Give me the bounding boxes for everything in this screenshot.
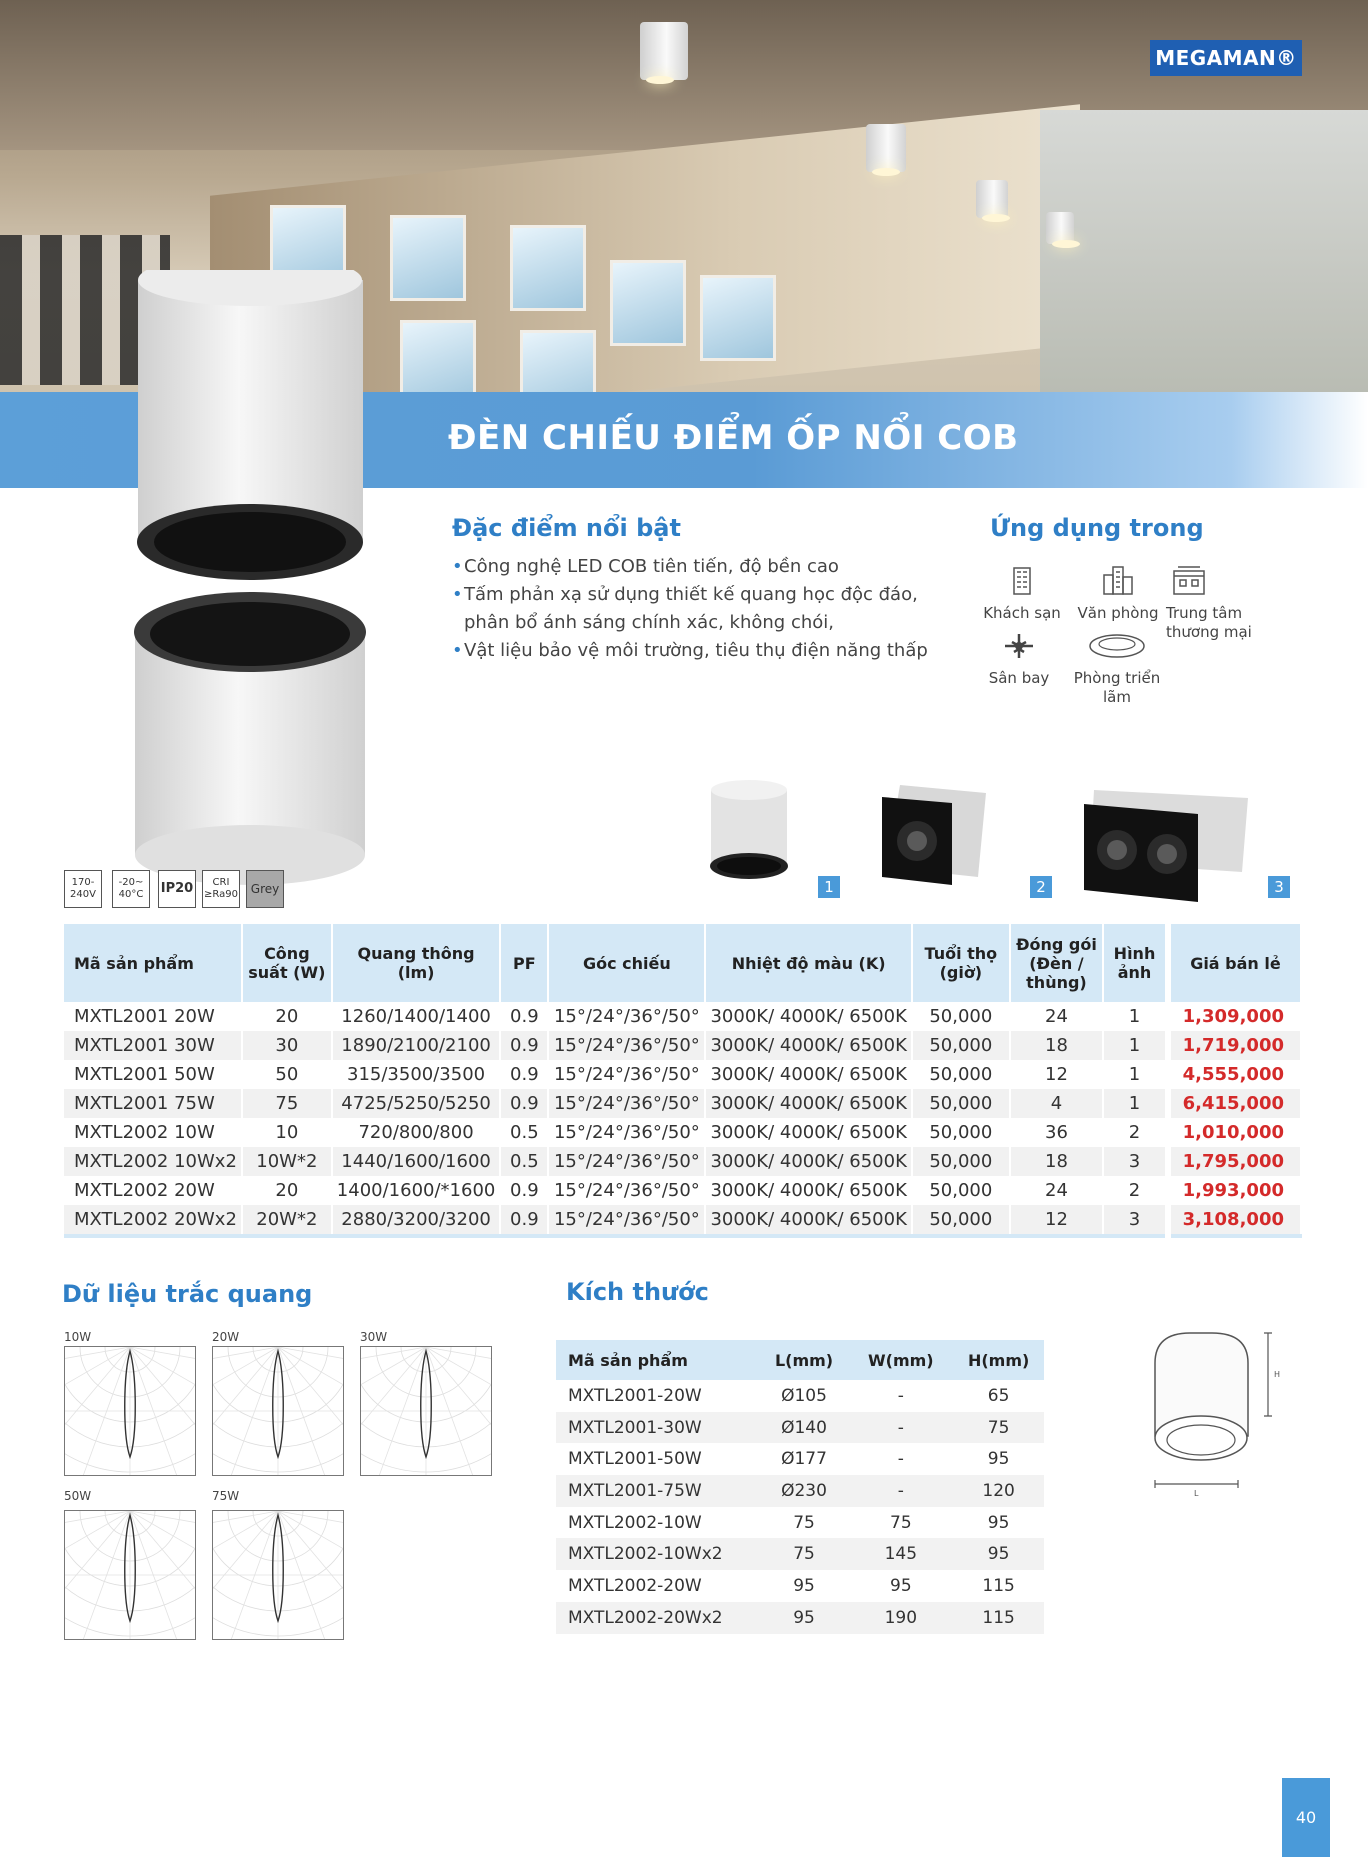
table-cell: 36 (1010, 1118, 1103, 1147)
table-cell: 18 (1010, 1031, 1103, 1060)
table-cell: 95 (987, 1512, 1010, 1533)
photometric-diagram (360, 1346, 492, 1476)
app-label: Sân bay (988, 669, 1050, 687)
table-cell: 95 (793, 1575, 815, 1596)
table-cell: MXTL2001-75W (556, 1475, 761, 1507)
badge-line: -20~ (118, 877, 144, 888)
table-cell: 24 (1010, 1002, 1103, 1031)
feature-item-continuation: phân bổ ánh sáng chính xác, không chói, (464, 612, 834, 633)
product-number-badge: 2 (1030, 876, 1052, 898)
table-row (64, 1205, 1301, 1236)
col-header: Góc chiếu (548, 924, 705, 1002)
price-cell: 1,010,000 (1168, 1118, 1301, 1147)
table-cell: MXTL2001 30W (64, 1031, 242, 1060)
table-cell: MXTL2002 20W (64, 1176, 242, 1205)
table-cell: 10W*2 (242, 1147, 332, 1176)
table-cell: 65 (987, 1385, 1010, 1406)
table-cell: 75 (890, 1512, 912, 1533)
col-header: L(mm) (761, 1340, 849, 1380)
app-label: Văn phòng (1077, 604, 1159, 622)
app-mall (1166, 565, 1254, 642)
table-cell: MXTL2002 10W (64, 1118, 242, 1147)
ceiling-lamp (976, 180, 1008, 218)
table-cell: 15°/24°/36°/50° (548, 1118, 705, 1147)
table-cell: 115 (982, 1575, 1015, 1596)
table-row (64, 1089, 1301, 1118)
table-cell: 0.5 (500, 1118, 548, 1147)
table-cell: Ø177 (781, 1449, 827, 1470)
table-cell: 0.9 (500, 1089, 548, 1118)
applications-heading: Ứng dụng trong (990, 514, 1204, 542)
table-cell: 15°/24°/36°/50° (548, 1002, 705, 1031)
features-list (452, 553, 932, 665)
col-header: Quang thông (lm) (332, 924, 501, 1002)
app-label: Phòng triển lãm (1073, 669, 1161, 706)
table-cell: 2 (1103, 1118, 1168, 1147)
display-niche (390, 215, 466, 301)
table-row (64, 1176, 1301, 1205)
table-row (64, 1147, 1301, 1176)
table-row (556, 1412, 1044, 1444)
table-cell: 3000K/ 4000K/ 6500K (705, 1031, 911, 1060)
table-cell: 1 (1103, 1031, 1168, 1060)
table-cell: MXTL2002-10Wx2 (556, 1538, 761, 1570)
col-header: H(mm) (954, 1340, 1044, 1380)
page-number: 40 (1282, 1778, 1330, 1857)
table-cell: 20 (242, 1002, 332, 1031)
table-cell: 0.9 (500, 1060, 548, 1089)
product-number-badge: 3 (1268, 876, 1290, 898)
dimension-drawing (1140, 1328, 1280, 1498)
table-cell: 720/800/800 (332, 1118, 501, 1147)
dimensions-heading: Kích thước (566, 1278, 709, 1306)
display-niche (510, 225, 586, 311)
photometric-diagram (212, 1346, 344, 1476)
badge-line: ≥Ra90 (204, 889, 238, 900)
table-cell: 15°/24°/36°/50° (548, 1205, 705, 1236)
table-cell: 1 (1103, 1002, 1168, 1031)
voltage-badge (64, 870, 102, 908)
price-cell: 1,719,000 (1168, 1031, 1301, 1060)
table-cell: 12 (1010, 1060, 1103, 1089)
badge-line: Grey (250, 882, 280, 896)
mall-icon (1172, 565, 1206, 595)
table-cell: MXTL2002-20Wx2 (556, 1602, 761, 1634)
photometric-diagram (64, 1346, 196, 1476)
photometric-label: 30W (360, 1330, 388, 1344)
badge-line: 40°C (118, 889, 144, 900)
table-row (556, 1538, 1044, 1570)
app-label: Khách sạn (983, 604, 1061, 622)
table-cell: 50,000 (912, 1089, 1010, 1118)
badge-line: 240V (70, 889, 96, 900)
table-header-row (556, 1340, 1044, 1380)
price-table (64, 924, 1302, 1238)
table-row (556, 1475, 1044, 1507)
table-cell: 145 (848, 1538, 954, 1570)
color-badge (246, 870, 284, 908)
table-cell: MXTL2001 50W (64, 1060, 242, 1089)
price-cell: 1,993,000 (1168, 1176, 1301, 1205)
table-cell: 1440/1600/1600 (332, 1147, 501, 1176)
app-office (1076, 565, 1160, 623)
table-cell: 0.9 (500, 1002, 548, 1031)
table-cell: 75 (793, 1512, 815, 1533)
table-cell: 75 (242, 1089, 332, 1118)
display-niche (610, 260, 686, 346)
photometric-heading: Dữ liệu trắc quang (62, 1280, 313, 1308)
col-header: Nhiệt độ màu (K) (705, 924, 911, 1002)
table-cell: 18 (1010, 1147, 1103, 1176)
table-cell: - (848, 1475, 954, 1507)
table-cell: 0.5 (500, 1147, 548, 1176)
display-niche (520, 330, 596, 392)
cri-badge (202, 870, 240, 908)
app-airport (986, 630, 1052, 688)
table-cell: 50,000 (912, 1031, 1010, 1060)
table-cell: 50,000 (912, 1147, 1010, 1176)
product-image-3 (1082, 790, 1248, 906)
table-cell: - (848, 1412, 954, 1444)
display-niche (400, 320, 476, 392)
display-niche (700, 275, 776, 361)
table-row (64, 1118, 1301, 1147)
table-cell: - (897, 1449, 904, 1470)
table-cell: 1890/2100/2100 (332, 1031, 501, 1060)
table-row (556, 1507, 1044, 1539)
table-row (556, 1602, 1044, 1634)
product-number-badge: 1 (818, 876, 840, 898)
table-cell: 3000K/ 4000K/ 6500K (705, 1147, 911, 1176)
col-header: Mã sản phẩm (64, 924, 242, 1002)
table-row (556, 1570, 1044, 1602)
table-cell: 15°/24°/36°/50° (548, 1031, 705, 1060)
table-cell: 15°/24°/36°/50° (548, 1176, 705, 1205)
table-cell: 3 (1103, 1147, 1168, 1176)
table-cell: 4725/5250/5250 (332, 1089, 501, 1118)
app-exhibition (1058, 630, 1176, 707)
photometric-diagram (212, 1510, 344, 1640)
table-cell: 1 (1103, 1060, 1168, 1089)
table-cell: 50,000 (912, 1060, 1010, 1089)
table-cell: 50,000 (912, 1118, 1010, 1147)
page-title: ĐÈN CHIẾU ĐIỂM ỐP NỔI COB (448, 418, 1019, 458)
table-cell: 1260/1400/1400 (332, 1002, 501, 1031)
table-cell: 4 (1010, 1089, 1103, 1118)
col-header: Công suất (W) (242, 924, 332, 1002)
badge-line: 170- (71, 877, 95, 888)
table-cell: 12 (1010, 1205, 1103, 1236)
table-cell: 95 (954, 1538, 1044, 1570)
table-cell: 120 (954, 1475, 1044, 1507)
table-cell: 2880/3200/3200 (332, 1205, 501, 1236)
table-cell: MXTL2002-10W (568, 1512, 702, 1533)
col-header: Mã sản phẩm (556, 1340, 761, 1380)
table-cell: 95 (761, 1602, 849, 1634)
photometric-label: 20W (212, 1330, 240, 1344)
photometric-label: 75W (212, 1489, 240, 1503)
table-cell: 0.9 (500, 1176, 548, 1205)
table-cell: 10 (242, 1118, 332, 1147)
table-cell: 50 (242, 1060, 332, 1089)
table-row (64, 1002, 1301, 1031)
hotel-icon (1005, 565, 1039, 595)
table-cell: 50,000 (912, 1176, 1010, 1205)
brand-logo: MEGAMAN® (1150, 40, 1302, 76)
app-hotel (982, 565, 1062, 623)
temperature-badge (112, 870, 150, 908)
table-cell: 315/3500/3500 (332, 1060, 501, 1089)
airplane-icon (1002, 630, 1036, 660)
table-cell: MXTL2002 10Wx2 (64, 1147, 242, 1176)
table-row (556, 1380, 1044, 1412)
table-cell: 2 (1103, 1176, 1168, 1205)
table-cell: MXTL2001 20W (64, 1002, 242, 1031)
ip-rating-badge (158, 870, 196, 908)
product-image-1 (706, 780, 792, 890)
table-cell: Ø230 (761, 1475, 849, 1507)
product-image-2 (880, 785, 986, 885)
table-cell: 30 (242, 1031, 332, 1060)
app-label: Trung tâm thương mại (1166, 604, 1252, 641)
table-row (556, 1443, 1044, 1475)
col-header: Hình ảnh (1103, 924, 1168, 1002)
table-cell: 3000K/ 4000K/ 6500K (705, 1118, 911, 1147)
table-cell: 190 (848, 1602, 954, 1634)
table-cell: 24 (1010, 1176, 1103, 1205)
table-cell: 95 (890, 1575, 912, 1596)
col-header: Đóng gói (Đèn / thùng) (1010, 924, 1103, 1002)
photometric-label: 50W (64, 1489, 92, 1503)
col-header: Tuổi thọ (giờ) (912, 924, 1010, 1002)
price-cell: 4,555,000 (1168, 1060, 1301, 1089)
table-cell: 75 (954, 1412, 1044, 1444)
table-row (64, 1031, 1301, 1060)
table-cell: 20W*2 (242, 1205, 332, 1236)
table-cell: 1400/1600/*1600 (332, 1176, 501, 1205)
price-cell: 1,309,000 (1168, 1002, 1301, 1031)
table-cell: 15°/24°/36°/50° (548, 1089, 705, 1118)
table-cell: 0.9 (500, 1031, 548, 1060)
table-cell: MXTL2001 75W (64, 1089, 242, 1118)
table-cell: Ø105 (781, 1385, 827, 1406)
price-cell: 3,108,000 (1168, 1205, 1301, 1236)
feature-item: • Công nghệ LED COB tiên tiến, độ bền cao (452, 553, 932, 581)
table-cell: 15°/24°/36°/50° (548, 1147, 705, 1176)
ceiling-lamp (866, 124, 906, 172)
table-cell: 115 (954, 1602, 1044, 1634)
badge-line: CRI (212, 877, 230, 888)
badge-line: IP20 (160, 881, 194, 896)
exhibition-icon (1086, 630, 1148, 660)
photometric-label: 10W (64, 1330, 92, 1344)
table-cell: MXTL2001-20W (568, 1385, 702, 1406)
col-header: W(mm) (848, 1340, 954, 1380)
col-header: PF (500, 924, 548, 1002)
table-cell: MXTL2001-30W (556, 1412, 761, 1444)
table-cell: 0.9 (500, 1205, 548, 1236)
ceiling-lamp (640, 22, 688, 80)
table-cell: 3 (1103, 1205, 1168, 1236)
table-cell: 3000K/ 4000K/ 6500K (705, 1002, 911, 1031)
col-header: Giá bán lẻ (1168, 924, 1301, 1002)
table-cell: 75 (761, 1538, 849, 1570)
price-cell: 6,415,000 (1168, 1089, 1301, 1118)
table-cell: 95 (987, 1449, 1010, 1470)
background-room (1040, 110, 1368, 392)
photometric-diagram (64, 1510, 196, 1640)
table-cell: 50,000 (912, 1205, 1010, 1236)
table-row (64, 1060, 1301, 1089)
feature-item: • Tấm phản xạ sử dụng thiết kế quang học độc đáo, (452, 581, 932, 609)
table-cell: 3000K/ 4000K/ 6500K (705, 1060, 911, 1089)
ceiling-lamp (1046, 212, 1074, 244)
product-image-large (130, 270, 380, 890)
table-cell: 3000K/ 4000K/ 6500K (705, 1089, 911, 1118)
feature-item: • Vật liệu bảo vệ môi trường, tiêu thụ điện năng thấp (452, 637, 932, 665)
dimension-label-l: L (1194, 1489, 1199, 1498)
table-cell: MXTL2002 20Wx2 (64, 1205, 242, 1236)
table-cell: - (897, 1385, 904, 1406)
table-cell: MXTL2002-20W (568, 1575, 702, 1596)
table-cell: 3000K/ 4000K/ 6500K (705, 1176, 911, 1205)
table-cell: 20 (242, 1176, 332, 1205)
dimension-label-h: H (1274, 1370, 1280, 1379)
price-cell: 1,795,000 (1168, 1147, 1301, 1176)
table-cell: Ø140 (761, 1412, 849, 1444)
table-cell: 1 (1103, 1089, 1168, 1118)
features-heading: Đặc điểm nổi bật (452, 514, 681, 542)
table-cell: 15°/24°/36°/50° (548, 1060, 705, 1089)
table-cell: MXTL2001-50W (568, 1449, 702, 1470)
table-cell: 50,000 (912, 1002, 1010, 1031)
table-header-row (64, 924, 1301, 1002)
office-icon (1101, 565, 1135, 595)
dimensions-table (556, 1340, 1044, 1634)
table-cell: 3000K/ 4000K/ 6500K (705, 1205, 911, 1236)
